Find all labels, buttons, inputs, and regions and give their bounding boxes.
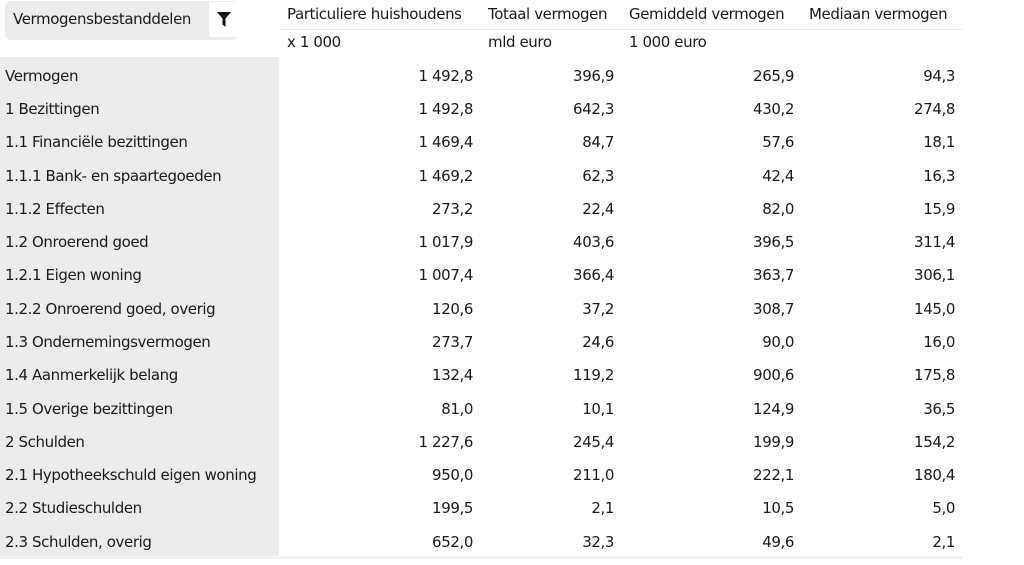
row-label: 2.2 Studieschulden <box>5 499 142 517</box>
cell-totaal: 84,7 <box>582 133 614 151</box>
cell-huishoudens: 1 227,6 <box>418 433 473 451</box>
cell-gemiddeld: 430,2 <box>753 100 794 118</box>
cell-gemiddeld: 124,9 <box>753 400 794 418</box>
row-label: 1.1 Financiële bezittingen <box>5 133 188 151</box>
table-row <box>0 525 962 558</box>
filter-button[interactable] <box>209 2 239 37</box>
cell-gemiddeld: 396,5 <box>753 233 794 251</box>
row-label: 1.4 Aanmerkelijk belang <box>5 366 178 384</box>
cell-huishoudens: 1 492,8 <box>418 100 473 118</box>
table-row <box>0 392 962 425</box>
row-label: Vermogen <box>5 67 79 85</box>
table-row <box>0 358 962 391</box>
cell-totaal: 10,1 <box>582 400 614 418</box>
row-label: 2.3 Schulden, overig <box>5 533 152 551</box>
cell-huishoudens: 652,0 <box>432 533 473 551</box>
cell-totaal: 642,3 <box>573 100 614 118</box>
column-header-totaal[interactable]: Totaal vermogen <box>488 5 608 23</box>
cell-huishoudens: 132,4 <box>432 366 473 384</box>
table-row <box>0 92 962 125</box>
cell-totaal: 62,3 <box>582 167 614 185</box>
header-divider <box>280 29 962 30</box>
table-row <box>0 292 962 325</box>
cell-mediaan: 175,8 <box>914 366 955 384</box>
cell-huishoudens: 1 469,4 <box>418 133 473 151</box>
cell-totaal: 245,4 <box>573 433 614 451</box>
column-header-gemiddeld[interactable]: Gemiddeld vermogen <box>629 5 785 23</box>
cell-gemiddeld: 49,6 <box>762 533 794 551</box>
cell-mediaan: 16,0 <box>923 333 955 351</box>
cell-totaal: 396,9 <box>573 67 614 85</box>
filter-icon <box>217 12 231 27</box>
cell-gemiddeld: 90,0 <box>762 333 794 351</box>
table-row <box>0 192 962 225</box>
cell-gemiddeld: 900,6 <box>753 366 794 384</box>
table-bottom-border <box>0 556 962 559</box>
table-row <box>0 325 962 358</box>
cell-mediaan: 15,9 <box>923 200 955 218</box>
cell-mediaan: 180,4 <box>914 466 955 484</box>
cell-totaal: 2,1 <box>591 499 614 517</box>
cell-totaal: 32,3 <box>582 533 614 551</box>
cell-mediaan: 36,5 <box>923 400 955 418</box>
row-label: 1.2.1 Eigen woning <box>5 266 142 284</box>
cell-mediaan: 94,3 <box>923 67 955 85</box>
row-label: 2 Schulden <box>5 433 85 451</box>
cell-mediaan: 274,8 <box>914 100 955 118</box>
table-row <box>0 125 962 158</box>
column-header-huishoudens[interactable]: Particuliere huishoudens <box>287 5 462 23</box>
cell-gemiddeld: 10,5 <box>762 499 794 517</box>
cell-totaal: 211,0 <box>573 466 614 484</box>
cell-gemiddeld: 308,7 <box>753 300 794 318</box>
unit-gemiddeld: 1 000 euro <box>629 33 707 51</box>
cell-mediaan: 145,0 <box>914 300 955 318</box>
row-label: 1.1.1 Bank- en spaartegoeden <box>5 167 222 185</box>
cell-mediaan: 311,4 <box>914 233 955 251</box>
cell-mediaan: 18,1 <box>923 133 955 151</box>
cell-huishoudens: 120,6 <box>432 300 473 318</box>
unit-huishoudens: x 1 000 <box>287 33 341 51</box>
row-label: 2.1 Hypotheekschuld eigen woning <box>5 466 257 484</box>
table-row <box>0 258 962 291</box>
cell-gemiddeld: 265,9 <box>753 67 794 85</box>
cell-totaal: 37,2 <box>582 300 614 318</box>
cell-mediaan: 5,0 <box>932 499 955 517</box>
table-row <box>0 59 962 92</box>
cell-gemiddeld: 222,1 <box>753 466 794 484</box>
cell-huishoudens: 81,0 <box>441 400 473 418</box>
cell-mediaan: 154,2 <box>914 433 955 451</box>
cell-gemiddeld: 42,4 <box>762 167 794 185</box>
cell-huishoudens: 273,2 <box>432 200 473 218</box>
cell-gemiddeld: 82,0 <box>762 200 794 218</box>
row-label: 1.3 Ondernemingsvermogen <box>5 333 211 351</box>
table-row <box>0 225 962 258</box>
table-row <box>0 159 962 192</box>
cell-gemiddeld: 363,7 <box>753 266 794 284</box>
cell-totaal: 119,2 <box>573 366 614 384</box>
table-row <box>0 458 962 491</box>
cell-huishoudens: 1 007,4 <box>418 266 473 284</box>
cell-mediaan: 2,1 <box>932 533 955 551</box>
cell-huishoudens: 1 492,8 <box>418 67 473 85</box>
row-label: 1.2 Onroerend goed <box>5 233 149 251</box>
cell-huishoudens: 1 017,9 <box>418 233 473 251</box>
column-header-mediaan[interactable]: Mediaan vermogen <box>809 5 948 23</box>
filter-chip-label: Vermogensbestanddelen <box>13 10 192 28</box>
cell-huishoudens: 199,5 <box>432 499 473 517</box>
row-label: 1.5 Overige bezittingen <box>5 400 173 418</box>
cell-huishoudens: 1 469,2 <box>418 167 473 185</box>
row-label: 1.1.2 Effecten <box>5 200 105 218</box>
cell-gemiddeld: 199,9 <box>753 433 794 451</box>
cell-totaal: 403,6 <box>573 233 614 251</box>
cell-huishoudens: 950,0 <box>432 466 473 484</box>
cell-mediaan: 306,1 <box>914 266 955 284</box>
table-row <box>0 425 962 458</box>
unit-totaal: mld euro <box>488 33 552 51</box>
cell-mediaan: 16,3 <box>923 167 955 185</box>
cell-gemiddeld: 57,6 <box>762 133 794 151</box>
cell-totaal: 366,4 <box>573 266 614 284</box>
filter-chip-vermogensbestanddelen[interactable] <box>5 1 238 40</box>
cell-huishoudens: 273,7 <box>432 333 473 351</box>
cell-totaal: 22,4 <box>582 200 614 218</box>
row-label: 1 Bezittingen <box>5 100 100 118</box>
table-row <box>0 491 962 524</box>
row-label: 1.2.2 Onroerend goed, overig <box>5 300 216 318</box>
cell-totaal: 24,6 <box>582 333 614 351</box>
